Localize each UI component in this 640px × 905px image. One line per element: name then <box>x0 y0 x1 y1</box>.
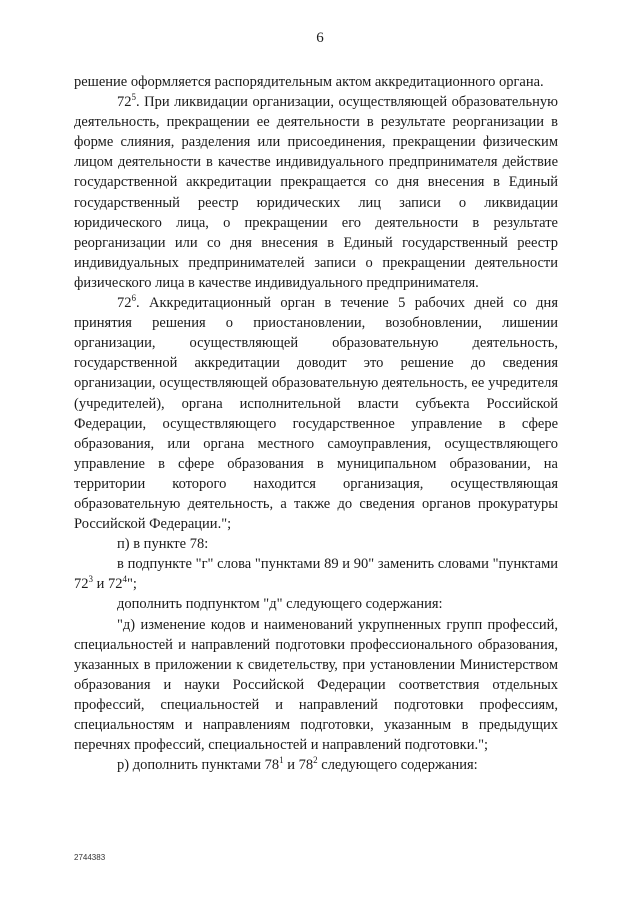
paragraph <box>74 72 558 92</box>
paragraph-text: дополнить подпунктом "д" следующего содержания: <box>117 596 443 613</box>
paragraph-text: 72 <box>117 94 132 111</box>
superscript: 4 <box>122 574 128 585</box>
paragraph <box>74 755 558 775</box>
paragraph <box>74 615 558 756</box>
paragraph-text: . Аккредитационный орган в течение 5 рабочих дней со дня принятия решения о приостановлении, возобновлении, лишении организации, осуществляющей образовательную деятельность, государственной аккредитации доводит это решение до сведения организации, осуществляющей образовательную деятельность, ее учредителя (учредителей), органа исполнительной власти субъекта Российской Федерации, осуществляющего государственное управление в сфере образования, или органа местного самоуправления, осуществляющего управление в сфере образования в муниципальном образовании, на территории которого находится организация, осуществляющая образовательную деятельность, а также до сведения органов прокуратуры Российской Федерации."; <box>74 295 558 533</box>
superscript: 1 <box>279 755 284 766</box>
paragraph-text: решение оформляется распорядительным актом аккредитационного органа. <box>74 74 544 90</box>
paragraph-text: р) дополнить пунктами 78 <box>117 757 280 774</box>
paragraph-text: и 72 <box>93 576 123 593</box>
paragraph-text: п) в пункте 78: <box>117 536 209 553</box>
superscript: 3 <box>88 574 93 585</box>
superscript: 6 <box>131 293 136 304</box>
superscript: 5 <box>131 92 136 103</box>
paragraph-text: 72 <box>117 295 132 312</box>
superscript: 2 <box>313 755 318 766</box>
paragraph-text: "; <box>127 576 137 593</box>
document-body <box>74 72 558 775</box>
paragraph <box>74 554 558 594</box>
paragraph-text: "д) изменение кодов и наименований укрупненных групп профессий, специальностей и направлений подготовки профессионального образования, указанных в приложении к свидетельству, при установлении Министерством образования и науки Российской Федерации соответствия отдельных профессий, специальностей и направлений подготовки профессиям, специальностям и направлениям подготовки, указанным в предыдущих перечнях профессий, специальностей и направлений подготовки."; <box>74 616 558 754</box>
paragraph <box>74 594 558 614</box>
paragraph-text: . При ликвидации организации, осуществляющей образовательную деятельность, прекращении ее деятельности в результате реорганизации в форме слияния, разделения или присоединения, прекращении физическим лицом деятельности в качестве индивидуального предпринимателя действие государственной аккредитации прекращается со дня внесения в Единый государственный реестр юридических лиц записи о ликвидации юридического лица, о прекращении его деятельности в результате реорганизации или со дня внесения в Единый государственный реестр индивидуальных предпринимателей записи о прекращении деятельности физического лица в качестве индивидуального предпринимателя. <box>74 94 558 291</box>
paragraph-text: и 78 <box>283 757 314 774</box>
document-id: 2744383 <box>74 853 106 862</box>
paragraph <box>74 534 558 554</box>
paragraph <box>74 293 558 534</box>
paragraph <box>74 92 558 293</box>
paragraph-text: в подпункте "г" слова "пунктами 89 и 90" заменить словами "пунктами 72 <box>74 556 558 593</box>
page-number: 6 <box>316 30 324 46</box>
paragraph-text: следующего содержания: <box>317 757 478 774</box>
